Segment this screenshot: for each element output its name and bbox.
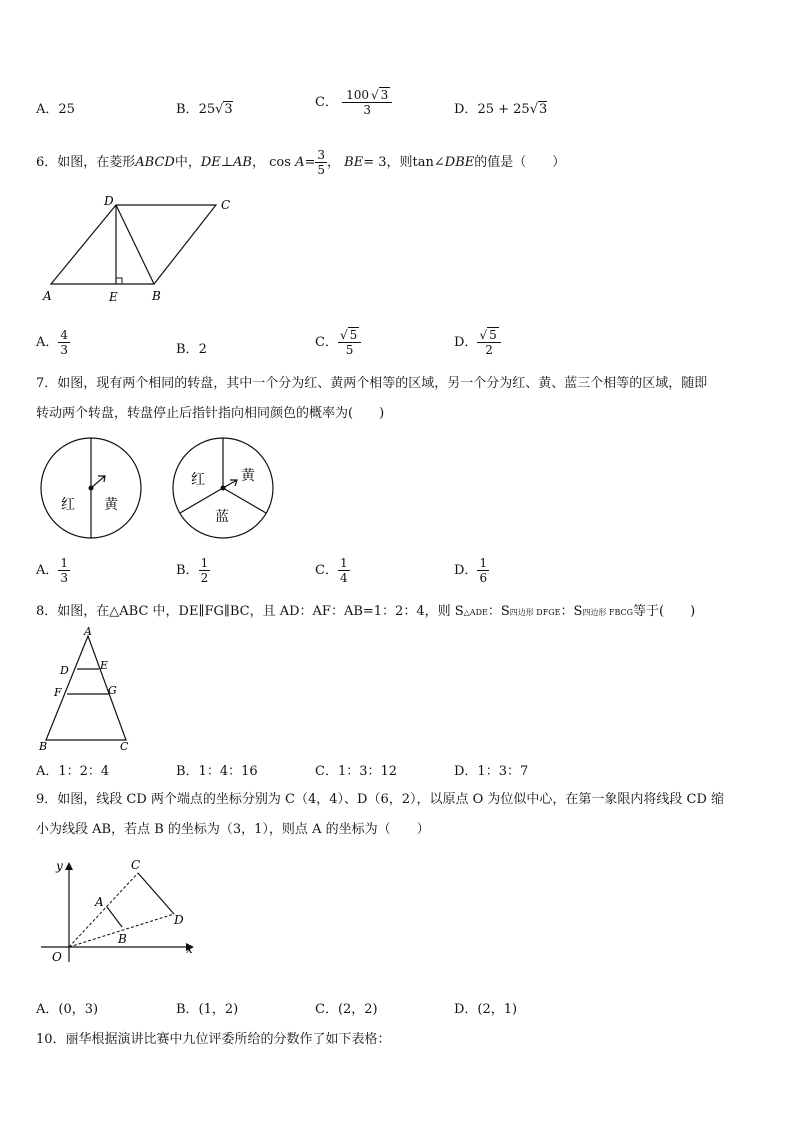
q7-option-a: A． $\frac{1}{3}$ [36,556,69,585]
svg-text:F: F [54,686,62,699]
svg-text:D: D [60,664,69,677]
q6-option-c: C． $\frac{√ 5}{5}$ [315,328,361,357]
q8-text: 8．如图，在△ABC 中，DE∥FG∥BC，且 AD：AF：AB=1：2：4，则 S△ADE：S四边形 DFGE：S四边形 FBCG等于( ) [36,604,696,619]
q9-text-line1: 9．如图，线段 CD 两个端点的坐标分别为 C（4，4）、D（6，2），以原点 O 为位似中心，在第一象限内将线段 CD 缩 [36,792,725,807]
q9-option-a: A．(0，3) [36,1002,99,1017]
q6-option-a: A． $\frac{4}{3}$ [36,328,69,357]
q7-option-c: C． $\frac{1}{4}$ [315,556,348,585]
svg-text:A: A [43,289,52,303]
svg-text:C: C [221,198,231,212]
q8-option-b: B．1：4：16 [176,764,258,779]
q6-option-b: B．2 [176,342,207,357]
q7-option-b: B． $\frac{1}{2}$ [176,556,209,585]
svg-text:A: A [95,895,104,909]
svg-text:x: x [186,942,193,956]
q6-rhombus-figure [36,192,236,307]
q9-text-line2: 小为线段 AB，若点 B 的坐标为（3，1），则点 A 的坐标为（ ） [36,822,430,837]
svg-text:D: D [174,913,184,927]
q8-option-c: C．1：3：12 [315,764,398,779]
svg-text:E: E [100,659,109,672]
q8-option-a: A．1：2：4 [36,764,110,779]
q8-option-d: D．1：3：7 [454,764,529,779]
svg-text:A: A [84,625,92,638]
q7-text-line2: 转动两个转盘，转盘停止后指针指向相同颜色的概率为( ) [36,406,385,421]
svg-text:E: E [109,290,118,304]
svg-text:B: B [152,289,161,303]
svg-text:O: O [52,950,62,964]
q7-text-line1: 7．如图，现有两个相同的转盘，其中一个分为红、黄两个相等的区域，另一个分为红、黄、蓝三个相等的区域，随即 [36,376,708,391]
q6-text: 6．如图，在菱形ABCD中，DE⊥AB， cos A= $\frac{3}{5}$ ， BE= 3，则tan∠DBE的值是（ ） [36,148,566,177]
svg-text:B: B [118,932,127,946]
q9-coordinate-figure [36,852,206,967]
q6-option-d: D． $\frac{√ 5}{2}$ [454,328,501,357]
q5-option-b: B．25√3 [176,102,233,117]
q9-option-d: D．(2，1) [454,1002,518,1017]
svg-text:黄: 黄 [104,497,118,513]
svg-text:蓝: 蓝 [215,509,229,525]
q7-option-d: D． $\frac{1}{6}$ [454,556,488,585]
q5-option-c: C． $\frac{100 √ 3}{3}$ [315,88,392,117]
svg-text:C: C [120,740,129,753]
q8-triangle-figure [36,624,146,754]
svg-text:黄: 黄 [241,468,255,484]
q9-option-c: C．(2，2) [315,1002,378,1017]
svg-text:D: D [104,194,114,208]
svg-text:C: C [131,858,141,872]
q5-option-d: D．25 + 25√3 [454,102,548,117]
q5-option-a: A．25 [36,102,75,117]
svg-text:G: G [108,684,117,697]
q7-spinners-figure [36,436,286,548]
q10-text: 10．丽华根据演讲比赛中九位评委所给的分数作了如下表格： [36,1032,391,1047]
svg-text:红: 红 [61,497,75,513]
svg-text:B: B [39,740,48,753]
q9-option-b: B．(1，2) [176,1002,239,1017]
svg-text:红: 红 [191,472,205,488]
svg-text:y: y [56,859,63,873]
